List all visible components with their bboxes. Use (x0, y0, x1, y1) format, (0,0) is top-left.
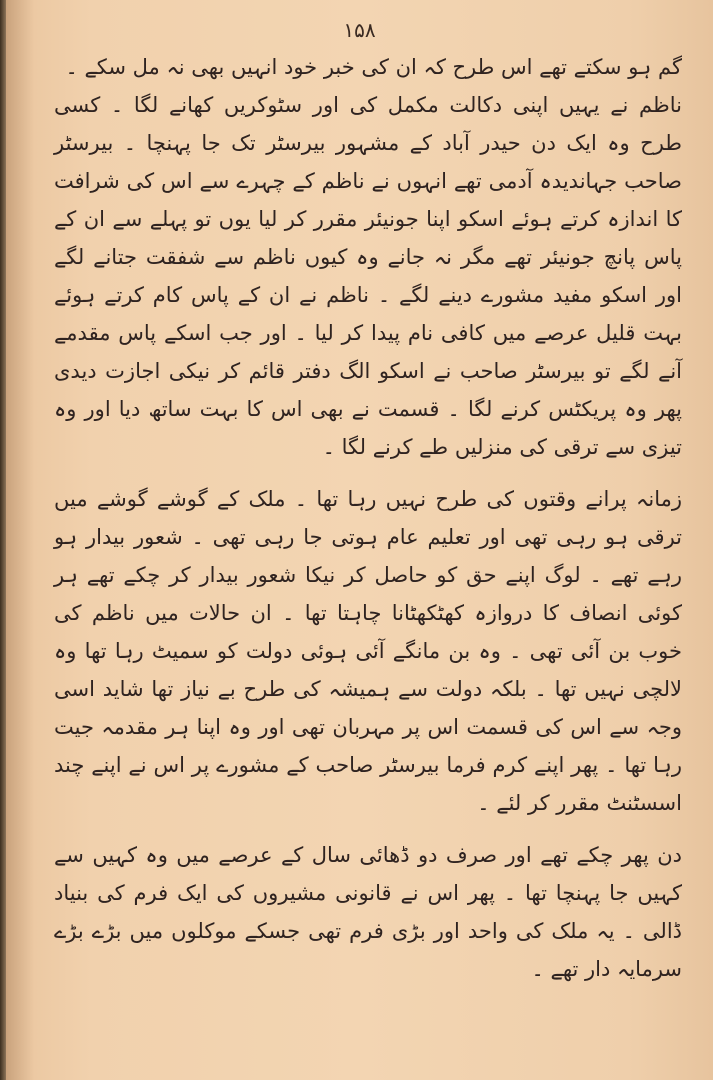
paragraph-4: دن پھر چکے تھے اور صرف دو ڈھائی سال کے عرصے میں وہ کہیں سے کہیں جا پہنچا تھا ۔ پھر اس نے قانونی مشیروں کی ایک فرم کی بنیاد ڈالی ۔ یہ ملک کی واحد اور بڑی فرم تھی جسکے موکلوں میں بڑے بڑے سرمایہ دار تھے ۔ (54, 843, 682, 981)
page-number: ۱۵۸ (343, 18, 376, 42)
paragraph-1: گم ہو سکتے تھے اس طرح کہ ان کی خبر خود انہیں بھی نہ مل سکے ۔ (65, 55, 682, 79)
paragraph-3: زمانہ پرانے وقتوں کی طرح نہیں رہا تھا ۔ ملک کے گوشے گوشے میں ترقی ہو رہی تھی اور تعلیم عام ہوتی جا رہی تھی ۔ شعور بیدار ہو رہے تھے ۔ لوگ اپنے حق کو حاصل کر نیکا شعور بیدار کر چکے تھے ہر کوئی انصاف کا دروازہ کھٹکھٹانا چاہتا تھا ۔ ان حالات میں ناظم کی خوب بن آئی تھی ۔ وہ بن مانگے آئی ہوئی دولت کو سمیٹ رہا تھا وہ لالچی نہیں تھا ۔ بلکہ دولت سے ہمیشہ کی طرح بے نیاز تھا شاید اسی وجہ سے اس کی قسمت اس پر مہربان تھی اور وہ اپنا ہر مقدمہ جیت رہا تھا ۔ پھر اپنے کرم فرما بیرسٹر صاحب کے مشورے پر اس نے اپنے چند اسسٹنٹ مقرر کر لئے ۔ (54, 487, 682, 815)
paragraph-2: ناظم نے یہیں اپنی دکالت مکمل کی اور سٹوکریں کھانے لگا ۔ کسی طرح وہ ایک دن حیدر آباد کے مشہور بیرسٹر تک جا پہنچا ۔ بیرسٹر صاحب جہاندیدہ آدمی تھے انہوں نے ناظم کے چہرے سے اس کی شرافت کا اندازہ کرتے ہوئے اسکو اپنا جونیئر مقرر کر لیا یوں تو پہلے سے ان کے پاس پانچ جونیئر تھے مگر نہ جانے وہ کیوں ناظم سے شفقت جتانے لگے اور اسکو مفید مشورے دینے لگے ۔ ناظم نے ان کے پاس کام کرتے ہوئے بہت قلیل عرصے میں کافی نام پیدا کر لیا ۔ اور جب اسکے پاس مقدمے آنے لگے تو بیرسٹر صاحب نے اسکو الگ دفتر قائم کر نیکی اجازت دیدی پھر وہ پریکٹس کرنے لگا ۔ قسمت نے بھی اس کا بہت ساتھ دیا اور وہ تیزی سے ترقی کی منزلیں طے کرنے لگا ۔ (54, 93, 682, 459)
book-page (6, 0, 713, 1080)
body-text (54, 48, 682, 988)
